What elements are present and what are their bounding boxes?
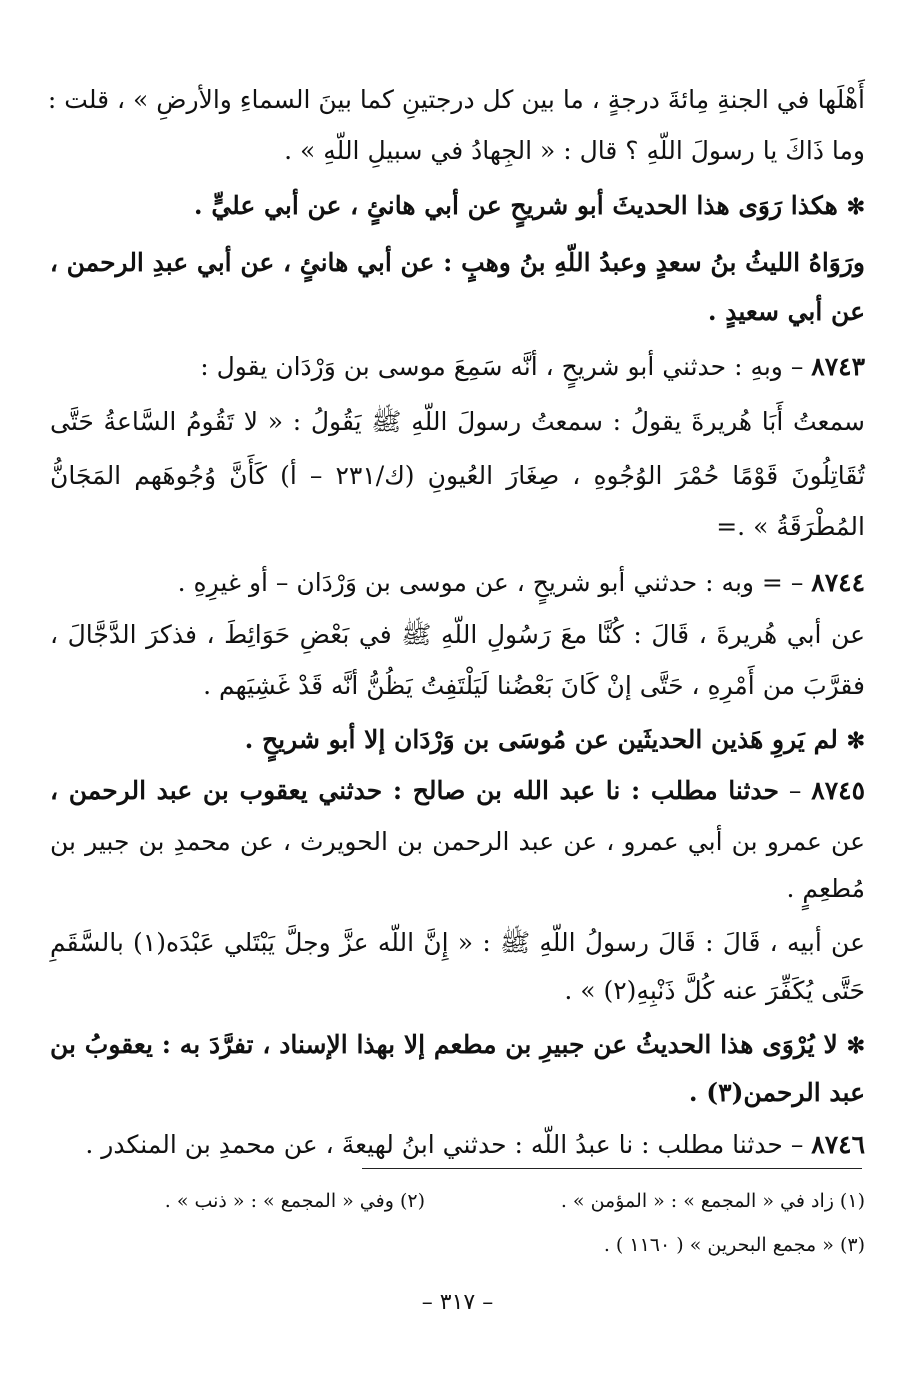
star-icon: ✻ bbox=[846, 194, 865, 220]
text-line: عن أبي هُريرةَ ، قَالَ : كُنَّا معَ رَسُولِ اللّهِ ﷺ في بَعْضِ حَوَائِطَ ، فذكرَ الدَّجَّالَ ، bbox=[50, 620, 865, 649]
text-line: وما ذَاكَ يا رسولَ اللّهِ ؟ قال : « الجِهادُ في سبيلِ اللّهِ » . bbox=[284, 136, 865, 165]
hadith-header: ٨٧٤٤ – = وبه : حدثني أبو شريحٍ ، عن موسى بن وَرْدَان – أو غيرِهِ . bbox=[177, 568, 865, 597]
commentary-line: ✻ لا يُرْوَى هذا الحديثُ عن جبيرِ بن مطعم إلا بهذا الإسناد ، تفرَّدَ به : يعقوبُ بن bbox=[50, 1030, 865, 1059]
text-line: تُقَاتِلُونَ قَوْمًا حُمْرَ الوُجُوهِ ، صِغَارَ العُيونِ (ك/٢٣١ – أ) كَأَنَّ وُجُوهَهم المَجَانُّ bbox=[50, 461, 865, 490]
commentary-line: ✻ هكذا رَوَى هذا الحديثَ أبو شريحٍ عن أبي هانئٍ ، عن أبي عليٍّ . bbox=[193, 191, 865, 220]
text-line: سمعتُ أَبَا هُريرةَ يقولُ : سمعتُ رسولَ اللّهِ ﷺ يَقُولُ : « لا تَقُومُ السَّاعةُ حَتَّى bbox=[50, 407, 865, 436]
text-line: حَتَّى يُكَفِّرَ عنه كُلَّ ذَنْبِهِ(٢) » . bbox=[564, 976, 865, 1005]
page-number: – ٣١٧ – bbox=[421, 1290, 494, 1315]
text-line: أَهْلَها في الجنةِ مِائةَ درجةٍ ، ما بين كل درجتينِ كما بينَ السماءِ والأرضِ » ، قلت : bbox=[47, 85, 865, 114]
footnote-3: (٣) « مجمع البحرين » ( ١١٦٠ ) . bbox=[603, 1234, 865, 1256]
hadith-number: ٨٧٤٤ bbox=[811, 568, 865, 597]
commentary-line: ✻ لم يَروِ هَذين الحديثَين عن مُوسَى بن وَرْدَان إلا أبو شريحٍ . bbox=[244, 725, 865, 754]
text-line: فقرَّبَ من أَمْرِهِ ، حَتَّى إنْ كَانَ بَعْضُنا لَيَلْتَفِتُ يَظُنُّ أنَّه قَدْ غَشِيَهم . bbox=[203, 671, 865, 700]
hadith-header: ٨٧٤٦ – حدثنا مطلب : نا عبدُ اللّه : حدثني ابنُ لهيعةَ ، عن محمدِ بن المنكدر . bbox=[85, 1130, 865, 1159]
text-line: عن عمرو بن أبي عمرو ، عن عبد الرحمن بن الحويرث ، عن محمدِ بن جبير بن bbox=[50, 827, 865, 856]
commentary-line: عبد الرحمن(٣) . bbox=[688, 1078, 865, 1107]
text-line: مُطعِمٍ . bbox=[786, 874, 865, 903]
commentary-line: ورَوَاهُ الليثُ بنُ سعدٍ وعبدُ اللّهِ بنُ وهبٍ : عن أبي هانئٍ ، عن أبي عبدِ الرحمن ، bbox=[49, 248, 865, 277]
commentary-line: عن أبي سعيدٍ . bbox=[707, 297, 865, 326]
hadith-header: ٨٧٤٣ – وبهِ : حدثني أبو شريحٍ ، أنَّه سَمِعَ موسى بن وَرْدَان يقول : bbox=[200, 352, 865, 381]
star-icon: ✻ bbox=[846, 728, 865, 754]
footnote-1: (١) زاد في « المجمع » : « المؤمن » . bbox=[560, 1190, 865, 1212]
text-line: عن أبيه ، قَالَ : قَالَ رسولُ اللّهِ ﷺ : « إِنَّ اللّه عزَّ وجلَّ يَبْتَلي عَبْدَه(١) بالسَّقَمِ bbox=[50, 928, 865, 957]
hadith-number: ٨٧٤٦ bbox=[811, 1130, 865, 1159]
hadith-number: ٨٧٤٣ bbox=[811, 352, 865, 381]
footnote-separator bbox=[362, 1168, 862, 1169]
footnote-2: (٢) وفي « المجمع » : « ذنب » . bbox=[164, 1190, 425, 1212]
text-line: المُطْرَقَةُ » .= bbox=[716, 512, 865, 541]
hadith-number: ٨٧٤٥ bbox=[811, 776, 866, 805]
star-icon: ✻ bbox=[846, 1033, 865, 1059]
hadith-header: ٨٧٤٥ – حدثنا مطلب : نا عبد الله بن صالح : حدثني يعقوب بن عبد الرحمن ، bbox=[50, 776, 866, 805]
